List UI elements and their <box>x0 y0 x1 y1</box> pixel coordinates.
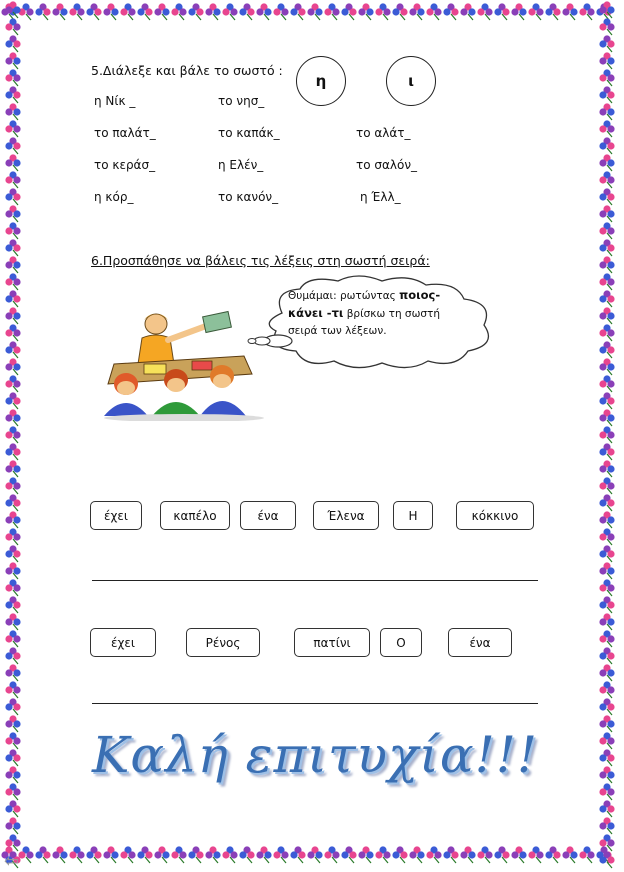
border-flower-icon <box>86 3 101 20</box>
fill-word: το κεράσ_ <box>94 158 156 172</box>
border-flower-icon <box>5 766 20 783</box>
border-flower-icon <box>599 715 614 732</box>
border-flower-icon <box>5 18 20 35</box>
border-flower-icon <box>599 307 614 324</box>
border-flower-icon <box>599 137 614 154</box>
border-flower-icon <box>599 324 614 341</box>
border-flower-icon <box>5 307 20 324</box>
border-flower-icon <box>69 3 84 20</box>
border-flower-icon <box>599 120 614 137</box>
fill-word: η Νίκ _ <box>94 94 136 108</box>
fill-word: το σαλόν_ <box>356 158 418 172</box>
word-box[interactable]: πατίνι <box>294 628 370 657</box>
border-flower-icon <box>120 3 135 20</box>
word-box[interactable]: έχει <box>90 628 156 657</box>
border-flower-icon <box>562 846 577 863</box>
word-box[interactable]: ένα <box>240 501 296 530</box>
border-flower-icon <box>5 409 20 426</box>
border-flower-icon <box>103 846 118 863</box>
border-flower-icon <box>5 324 20 341</box>
hint-prefix: Θυμάμαι: ρωτώντας <box>288 290 400 302</box>
border-flower-icon <box>273 846 288 863</box>
border-flower-icon <box>307 3 322 20</box>
border-flower-icon <box>5 579 20 596</box>
fill-word: το παλάτ_ <box>94 126 156 140</box>
border-flower-icon <box>599 545 614 562</box>
border-flower-icon <box>5 630 20 647</box>
border-flower-icon <box>5 273 20 290</box>
border-flower-icon <box>5 562 20 579</box>
choice-iota[interactable]: ι <box>386 56 436 106</box>
thought-cloud <box>242 273 504 373</box>
fill-word: το νησ_ <box>218 94 265 108</box>
border-flower-icon <box>599 409 614 426</box>
border-flower-icon <box>599 188 614 205</box>
border-flower-icon <box>5 86 20 103</box>
word-box[interactable]: έχει <box>90 501 142 530</box>
border-flower-icon <box>599 579 614 596</box>
border-flower-icon <box>599 205 614 222</box>
border-flower-icon <box>358 3 373 20</box>
border-flower-icon <box>579 3 594 20</box>
border-flower-icon <box>5 222 20 239</box>
border-flower-icon <box>171 846 186 863</box>
border-flower-icon <box>86 846 101 863</box>
fill-word: το κανόν_ <box>218 190 279 204</box>
border-flower-icon <box>392 846 407 863</box>
border-flower-icon <box>599 154 614 171</box>
word-box[interactable]: Η <box>393 501 433 530</box>
fill-word: το καπάκ_ <box>218 126 280 140</box>
border-flower-icon <box>5 137 20 154</box>
border-flower-icon <box>460 3 475 20</box>
border-flower-icon <box>222 846 237 863</box>
border-flower-icon <box>599 562 614 579</box>
border-flower-icon <box>52 3 67 20</box>
border-flower-icon <box>5 443 20 460</box>
border-flower-icon <box>599 851 614 868</box>
border-flower-icon <box>599 494 614 511</box>
border-flower-icon <box>599 681 614 698</box>
exercise6-title: 6.Προσπάθησε να βάλεις τις λέξεις στη σωστή σειρά: <box>91 253 430 268</box>
border-flower-icon <box>511 3 526 20</box>
choice-eta[interactable]: η <box>296 56 346 106</box>
border-flower-icon <box>324 3 339 20</box>
border-flower-icon <box>5 545 20 562</box>
border-flower-icon <box>599 256 614 273</box>
border-flower-icon <box>599 52 614 69</box>
border-flower-icon <box>171 3 186 20</box>
border-flower-icon <box>528 846 543 863</box>
border-flower-icon <box>137 846 152 863</box>
border-flower-icon <box>599 239 614 256</box>
border-flower-icon <box>545 3 560 20</box>
hint-text <box>288 287 458 340</box>
border-flower-icon <box>426 846 441 863</box>
border-flower-icon <box>599 35 614 52</box>
border-flower-icon <box>477 846 492 863</box>
border-flower-icon <box>5 426 20 443</box>
border-flower-icon <box>5 103 20 120</box>
border-flower-icon <box>5 596 20 613</box>
border-flower-icon <box>5 188 20 205</box>
border-flower-icon <box>599 613 614 630</box>
border-flower-icon <box>154 846 169 863</box>
border-flower-icon <box>599 222 614 239</box>
worksheet-page <box>34 28 590 842</box>
border-flower-icon <box>307 846 322 863</box>
border-flower-icon <box>5 698 20 715</box>
border-flower-icon <box>5 171 20 188</box>
border-flower-icon <box>409 3 424 20</box>
border-flower-icon <box>460 846 475 863</box>
border-flower-icon <box>599 477 614 494</box>
border-flower-icon <box>599 171 614 188</box>
border-flower-icon <box>341 3 356 20</box>
border-right <box>594 0 624 870</box>
border-flower-icon <box>188 3 203 20</box>
border-flower-icon <box>5 256 20 273</box>
border-flower-icon <box>477 3 492 20</box>
border-flower-icon <box>324 846 339 863</box>
border-flower-icon <box>599 460 614 477</box>
fill-word: η Έλλ_ <box>360 190 401 204</box>
border-top <box>0 0 624 26</box>
hint-bold-does-what: κάνει -τι <box>288 306 344 320</box>
border-flower-icon <box>222 3 237 20</box>
border-flower-icon <box>511 846 526 863</box>
border-flower-icon <box>599 766 614 783</box>
answer-line[interactable] <box>92 580 538 581</box>
border-flower-icon <box>599 290 614 307</box>
border-flower-icon <box>35 846 50 863</box>
border-flower-icon <box>5 834 20 851</box>
border-flower-icon <box>528 3 543 20</box>
border-flower-icon <box>599 392 614 409</box>
border-flower-icon <box>409 846 424 863</box>
border-flower-icon <box>5 358 20 375</box>
border-flower-icon <box>103 3 118 20</box>
border-flower-icon <box>154 3 169 20</box>
border-flower-icon <box>599 664 614 681</box>
border-flower-icon <box>599 443 614 460</box>
border-flower-icon <box>5 239 20 256</box>
border-flower-icon <box>5 800 20 817</box>
answer-line[interactable] <box>92 703 538 704</box>
border-flower-icon <box>273 3 288 20</box>
farewell-wordart: Καλή επιτυχία!!! <box>92 726 538 784</box>
word-box[interactable]: Ρένος <box>186 628 260 657</box>
border-flower-icon <box>443 846 458 863</box>
border-flower-icon <box>599 273 614 290</box>
border-flower-icon <box>256 3 271 20</box>
border-flower-icon <box>120 846 135 863</box>
border-flower-icon <box>375 846 390 863</box>
border-flower-icon <box>5 732 20 749</box>
border-flower-icon <box>599 86 614 103</box>
word-box[interactable]: καπέλο <box>160 501 230 530</box>
border-flower-icon <box>599 817 614 834</box>
border-flower-icon <box>426 3 441 20</box>
fill-word: η κόρ_ <box>94 190 134 204</box>
border-flower-icon <box>562 3 577 20</box>
border-flower-icon <box>69 846 84 863</box>
border-flower-icon <box>5 681 20 698</box>
border-flower-icon <box>5 647 20 664</box>
border-flower-icon <box>5 52 20 69</box>
border-flower-icon <box>5 205 20 222</box>
word-box[interactable]: κόκκινο <box>456 501 534 530</box>
border-flower-icon <box>35 3 50 20</box>
border-flower-icon <box>443 3 458 20</box>
border-flower-icon <box>375 3 390 20</box>
border-flower-icon <box>599 749 614 766</box>
word-box[interactable]: Ο <box>380 628 422 657</box>
border-flower-icon <box>188 846 203 863</box>
border-flower-icon <box>599 630 614 647</box>
border-flower-icon <box>599 18 614 35</box>
border-flower-icon <box>599 800 614 817</box>
fill-word: το αλάτ_ <box>356 126 411 140</box>
border-flower-icon <box>494 846 509 863</box>
border-left <box>0 0 30 870</box>
border-flower-icon <box>5 783 20 800</box>
border-flower-icon <box>5 477 20 494</box>
border-flower-icon <box>5 154 20 171</box>
border-flower-icon <box>5 1 20 18</box>
border-flower-icon <box>5 35 20 52</box>
border-flower-icon <box>256 846 271 863</box>
border-flower-icon <box>599 103 614 120</box>
border-flower-icon <box>290 3 305 20</box>
border-flower-icon <box>579 846 594 863</box>
border-flower-icon <box>5 375 20 392</box>
border-flower-icon <box>290 846 305 863</box>
border-flower-icon <box>5 715 20 732</box>
border-flower-icon <box>599 647 614 664</box>
border-flower-icon <box>205 3 220 20</box>
back-arrow-icon[interactable]: ⇦ <box>4 851 20 872</box>
border-flower-icon <box>52 846 67 863</box>
border-bottom <box>0 843 624 869</box>
border-flower-icon <box>341 846 356 863</box>
border-flower-icon <box>5 664 20 681</box>
border-flower-icon <box>5 341 20 358</box>
border-flower-icon <box>599 341 614 358</box>
border-flower-icon <box>599 375 614 392</box>
border-flower-icon <box>239 3 254 20</box>
border-flower-icon <box>599 783 614 800</box>
border-flower-icon <box>5 120 20 137</box>
border-flower-icon <box>5 290 20 307</box>
fill-word: η Ελέν_ <box>218 158 264 172</box>
border-flower-icon <box>5 460 20 477</box>
hint-bold-who: ποιος- <box>399 288 441 302</box>
border-flower-icon <box>599 1 614 18</box>
word-box[interactable]: Έλενα <box>313 501 379 530</box>
border-flower-icon <box>5 817 20 834</box>
border-flower-icon <box>392 3 407 20</box>
border-flower-icon <box>5 392 20 409</box>
border-flower-icon <box>599 358 614 375</box>
border-flower-icon <box>599 528 614 545</box>
border-flower-icon <box>599 732 614 749</box>
border-flower-icon <box>599 69 614 86</box>
border-flower-icon <box>5 494 20 511</box>
border-flower-icon <box>137 3 152 20</box>
border-flower-icon <box>5 749 20 766</box>
border-flower-icon <box>5 69 20 86</box>
border-flower-icon <box>599 698 614 715</box>
border-flower-icon <box>239 846 254 863</box>
border-flower-icon <box>205 846 220 863</box>
border-flower-icon <box>494 3 509 20</box>
border-flower-icon <box>5 613 20 630</box>
border-flower-icon <box>599 596 614 613</box>
border-flower-icon <box>599 834 614 851</box>
border-flower-icon <box>545 846 560 863</box>
border-flower-icon <box>358 846 373 863</box>
border-flower-icon <box>5 511 20 528</box>
exercise5-title: 5.Διάλεξε και βάλε το σωστό : <box>91 63 283 78</box>
border-flower-icon <box>599 426 614 443</box>
word-box[interactable]: ένα <box>448 628 512 657</box>
border-flower-icon <box>599 511 614 528</box>
border-flower-icon <box>5 528 20 545</box>
hint-suffix: βρίσκω τη σωστή σειρά των λέξεων. <box>288 308 441 337</box>
